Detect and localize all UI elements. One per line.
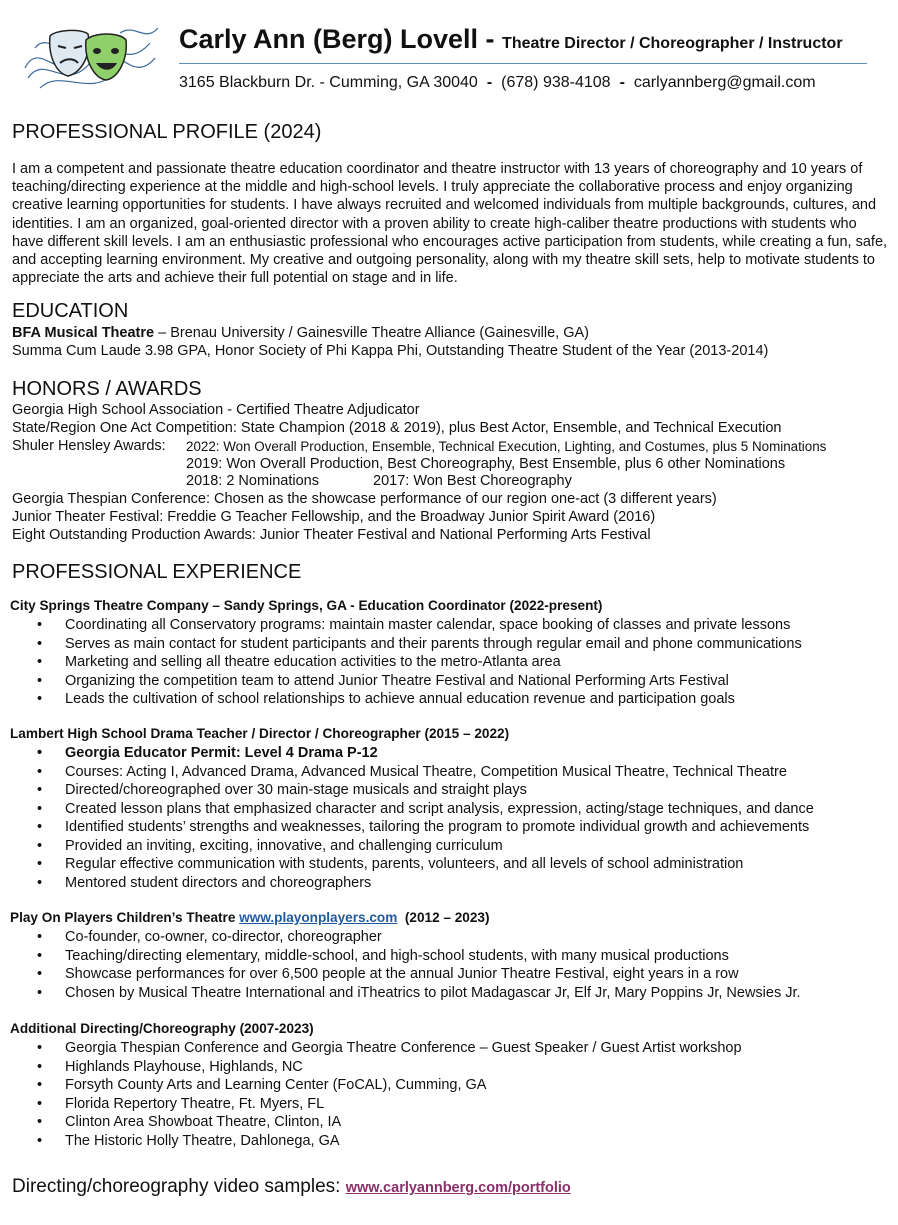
list-item: • Organizing the competition team to attend Junior Theatre Festival and National Performing Arts Festival <box>10 672 802 691</box>
award-shuler-2018: 2018: 2 Nominations <box>186 473 319 489</box>
award-shuler-2019: 2019: Won Overall Production, Best Choreography, Best Ensemble, plus 6 other Nominations <box>186 456 786 472</box>
list-item: • Coordinating all Conservatory programs: maintain master calendar, space booking of classes and private lessons <box>10 616 802 635</box>
awards-heading: HONORS / AWARDS <box>12 378 202 400</box>
job-title-play-on-players <box>10 910 490 925</box>
job-title-text: Play On Players Children’s Theatre <box>10 910 240 925</box>
award-shuler-2022: 2022: Won Overall Production, Ensemble, Technical Execution, Lighting, and Costumes, plus 5 Nominations <box>186 439 827 454</box>
candidate-name: Carly Ann (Berg) Lovell <box>179 24 479 54</box>
list-item: • Forsyth County Arts and Learning Center (FoCAL), Cumming, GA <box>10 1076 742 1095</box>
portfolio-line <box>12 1176 571 1198</box>
contact-line <box>179 74 816 92</box>
degree-name: BFA Musical Theatre <box>12 325 155 341</box>
header-name-line <box>179 24 843 55</box>
profile-text: I am a competent and passionate theatre education coordinator and theatre instructor with 13 years of choreography and 10 years of teaching/directing experience at the middle and high-school levels. I truly appreciate the collaborative process and enjoy organizing creative learning opportunities for students. I have always recruited and welcomed individuals from multiple backgrounds, cultures, and identities. I am an organized, goal-oriented director with a proven ability to create high-caliber theatre productions with students who have different skill levels. I am an enthusiastic professional who encourages active participation from students, while creating a fun, safe, and accepting learning environment. My creative and outgoing personality, along with my theatre skill sets, help to motivate students to appreciate the arts and achieve their full potential on stage and in life. <box>12 161 888 287</box>
list-item: • Mentored student directors and choreographers <box>10 874 814 893</box>
job-title-lambert: Lambert High School Drama Teacher / Director / Choreographer (2015 – 2022) <box>10 726 510 741</box>
job-title-additional: Additional Directing/Choreography (2007-2023) <box>10 1021 314 1036</box>
list-item: • Georgia Educator Permit: Level 4 Drama P-12 <box>10 744 814 763</box>
list-item: • Provided an inviting, exciting, innovative, and challenging curriculum <box>10 837 814 856</box>
degree-school: – Brenau University / Gainesville Theatre Alliance (Gainesville, GA) <box>154 325 590 341</box>
award-thespian: Georgia Thespian Conference: Chosen as the showcase performance of our region one-act (3 different years) <box>12 491 717 507</box>
award-eight-outstanding: Eight Outstanding Production Awards: Junior Theater Festival and National Performing Arts Festival <box>12 527 651 543</box>
profile-heading: PROFESSIONAL PROFILE (2024) <box>12 121 322 143</box>
contact-address: 3165 Blackburn Dr. - Cumming, GA 30040 <box>179 74 478 91</box>
award-one-act: State/Region One Act Competition: State Champion (2018 & 2019), plus Best Actor, Ensemble, and Technical Execution <box>12 420 782 436</box>
contact-email: carlyannberg@gmail.com <box>633 74 816 91</box>
education-honors: Summa Cum Laude 3.98 GPA, Honor Society of Phi Kappa Phi, Outstanding Theatre Student of the Year (2013-2014) <box>12 343 769 359</box>
play-on-players-link[interactable]: www.playonplayers.com <box>239 910 398 925</box>
list-item: • Created lesson plans that emphasized character and script analysis, expression, acting/stage techniques, and dance <box>10 800 814 819</box>
candidate-roles: Theatre Director / Choreographer / Instructor <box>502 35 843 52</box>
contact-separator: - <box>486 74 493 91</box>
job-bullets-lambert <box>10 744 814 892</box>
list-item: • Teaching/directing elementary, middle-school, and high-school students, with many musical productions <box>10 947 801 966</box>
job-title-city-springs: City Springs Theatre Company – Sandy Springs, GA - Education Coordinator (2022-present) <box>10 598 603 613</box>
list-item: • Chosen by Musical Theatre International and iTheatrics to pilot Madagascar Jr, Elf Jr, Mary Poppins Jr, Newsies Jr. <box>10 984 801 1003</box>
list-item: • Florida Repertory Theatre, Ft. Myers, FL <box>10 1095 742 1114</box>
list-item: • Serves as main contact for student participants and their parents through regular email and phone communications <box>10 635 802 654</box>
award-shuler-label: Shuler Hensley Awards: <box>12 438 166 454</box>
list-item: • Clinton Area Showboat Theatre, Clinton, IA <box>10 1113 742 1132</box>
experience-heading: PROFESSIONAL EXPERIENCE <box>12 561 302 583</box>
award-jtf: Junior Theater Festival: Freddie G Teacher Fellowship, and the Broadway Junior Spirit Award (2016) <box>12 509 656 525</box>
portfolio-link[interactable]: www.carlyannberg.com/portfolio <box>345 1180 571 1196</box>
award-adjudicator: Georgia High School Association - Certified Theatre Adjudicator <box>12 402 420 418</box>
job-bullets-play-on-players <box>10 928 801 1002</box>
job-bullets-city-springs <box>10 616 802 709</box>
portfolio-label: Directing/choreography video samples: <box>12 1176 346 1197</box>
list-item: • Regular effective communication with students, parents, volunteers, and all levels of school administration <box>10 855 814 874</box>
list-item: • Marketing and selling all theatre education activities to the metro-Atlanta area <box>10 653 802 672</box>
list-item: • Identified students’ strengths and weaknesses, tailoring the program to promote individual growth and achievements <box>10 818 814 837</box>
list-item: • Leads the cultivation of school relationships to achieve annual education revenue and participation goals <box>10 690 802 709</box>
list-item: • Showcase performances for over 6,500 people at the annual Junior Theatre Festival, eight years in a row <box>10 965 801 984</box>
contact-phone: (678) 938-4108 <box>501 74 611 91</box>
award-shuler-2017: 2017: Won Best Choreography <box>373 473 572 489</box>
education-heading: EDUCATION <box>12 300 129 322</box>
education-degree-line <box>12 324 589 342</box>
job-bullets-additional <box>10 1039 742 1150</box>
theatre-masks-logo <box>20 18 160 98</box>
list-item: • The Historic Holly Theatre, Dahlonega, GA <box>10 1132 742 1151</box>
job-dates: (2012 – 2023) <box>397 910 490 925</box>
list-item: • Courses: Acting I, Advanced Drama, Advanced Musical Theatre, Competition Musical Theatre, Technical Theatre <box>10 763 814 782</box>
list-item: • Co-founder, co-owner, co-director, choreographer <box>10 928 801 947</box>
contact-separator: - <box>619 74 625 91</box>
list-item: • Georgia Thespian Conference and Georgia Theatre Conference – Guest Speaker / Guest Artist workshop <box>10 1039 742 1058</box>
name-separator: - <box>478 24 503 54</box>
list-item: • Directed/choreographed over 30 main-stage musicals and straight plays <box>10 781 814 800</box>
list-item: • Highlands Playhouse, Highlands, NC <box>10 1058 742 1077</box>
header-divider <box>179 63 867 64</box>
